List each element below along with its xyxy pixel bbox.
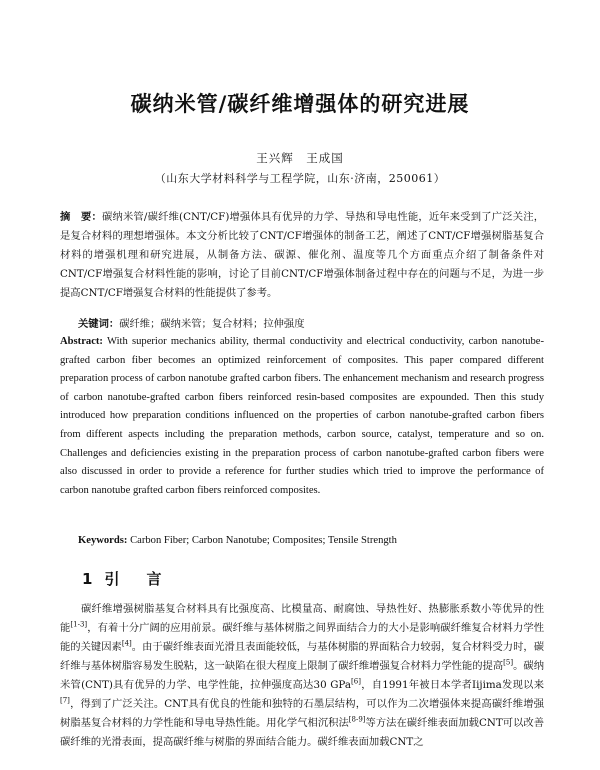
body-text-segment: 碳纤维增强树脂基复合材料具有比强度高、比模量高、耐腐蚀、导热性好、热膨胀系数小等优异的性能 <box>60 603 544 634</box>
abstract-chinese <box>60 208 544 303</box>
citation-ref: [5] <box>503 658 514 667</box>
keywords-english <box>78 533 548 549</box>
abstract-chinese-text: 碳纳米管/碳纤维(CNT/CF)增强体具有优异的力学、导热和导电性能，近年来受到了广泛关注，是复合材料的理想增强体。本文分析比较了CNT/CF增强体的制备工艺，阐述了CNT/CF增强树脂基复合材料的增强机理和研究进展，从制备方法、碳源、催化剂、温度等几个方面重点介绍了制备条件对CNT/CF增强复合材料性能的影响，讨论了目前CNT/CF增强体制备过程中存在的问题与不足，为进一步提高CNT/CF增强复合材料的性能提供了参考。 <box>60 211 544 299</box>
keywords-english-label: Keywords: <box>78 535 128 546</box>
body-text-segment: 等方法在碳纤维表面加载CNT可以改善碳纤维的光滑表面，提高碳纤维与树脂的界面结合能力。碳纤维表面加载CNT之 <box>60 717 544 748</box>
body-text-segment: 。由于碳纤维表面光滑且表面能较低，与基体树脂的界面粘合力较弱，复合材料受力时，碳纤维与基体树脂容易发生脱粘，这一缺陷在很大程度上限制了碳纤维增强复合材料力学性能的提高 <box>60 641 545 672</box>
abstract-english-text: With superior mechanics ability, thermal conductivity and electrical conductivity, carbon nanotube-grafted carbon fiber becomes an optimized reinforcement of composites. This paper compared different preparation process of carbon nanotube grafted carbon fibers. The enhancement mechanism and research progress of carbon nanotube-grafted carbon fibers reinforced resin-based composites are expounded. Then this study introduced how preparation conditions influenced on the properties of carbon nanotube-grafted carbon fibers from different aspects including the preparation methods, carbon source, catalyst, temperature and so on. Challenges and deficiencies existing in the preparation process of carbon nanotube-grafted carbon fibers were also discussed in order to provide a reference for further studies which tried to improve the performance of carbon nanotube grafted carbon fibers reinforced composites. <box>60 336 544 496</box>
paper-title: 碳纳米管/碳纤维增强体的研究进展 <box>130 92 470 116</box>
section-title: 引 言 <box>104 570 168 588</box>
body-text-segment: 。碳纳米管(CNT)具有优异的力学、电学性能，拉伸强度高达30 GPa <box>60 660 545 691</box>
citation-ref: [7] <box>60 696 70 705</box>
abstract-chinese-label: 摘 要： <box>60 211 102 223</box>
keywords-chinese-text: 碳纤维；碳纳米管；复合材料；拉伸强度 <box>119 318 305 330</box>
section-heading <box>82 568 382 589</box>
keywords-chinese <box>78 316 548 332</box>
citation-ref: [1-3] <box>70 620 88 629</box>
citation-ref: [4] <box>121 639 132 648</box>
citation-ref: [6] <box>351 677 361 686</box>
keywords-english-text: Carbon Fiber; Carbon Nanotube; Composites; Tensile Strength <box>130 535 397 546</box>
body-text-segment: ，有着十分广阔的应用前景。碳纤维与基体树脂之间界面结合力的大小是影响碳纤维复合材料力学性能的关键因素 <box>60 622 545 653</box>
section-number: 1 <box>82 570 93 588</box>
body-text-segment: ，自1991年被日本学者Iijima发现以来 <box>360 679 544 691</box>
body-paragraph <box>60 600 544 752</box>
body-text-segment: ，得到了广泛关注。CNT具有优良的性能和独特的石墨层结构，可以作为二次增强体来提高碳纤维增强树脂基复合材料的力学性能和导电导热性能。用化学气相沉积法 <box>60 698 544 729</box>
keywords-chinese-label: 关键词： <box>78 318 120 330</box>
author-affiliation: （山东大学材料科学与工程学院，山东·济南，250061） <box>154 172 446 185</box>
citation-ref: [8-9] <box>348 715 366 724</box>
author-list: 王兴辉 王成国 <box>256 151 344 165</box>
abstract-english <box>60 333 544 500</box>
abstract-english-label: Abstract: <box>60 336 103 347</box>
